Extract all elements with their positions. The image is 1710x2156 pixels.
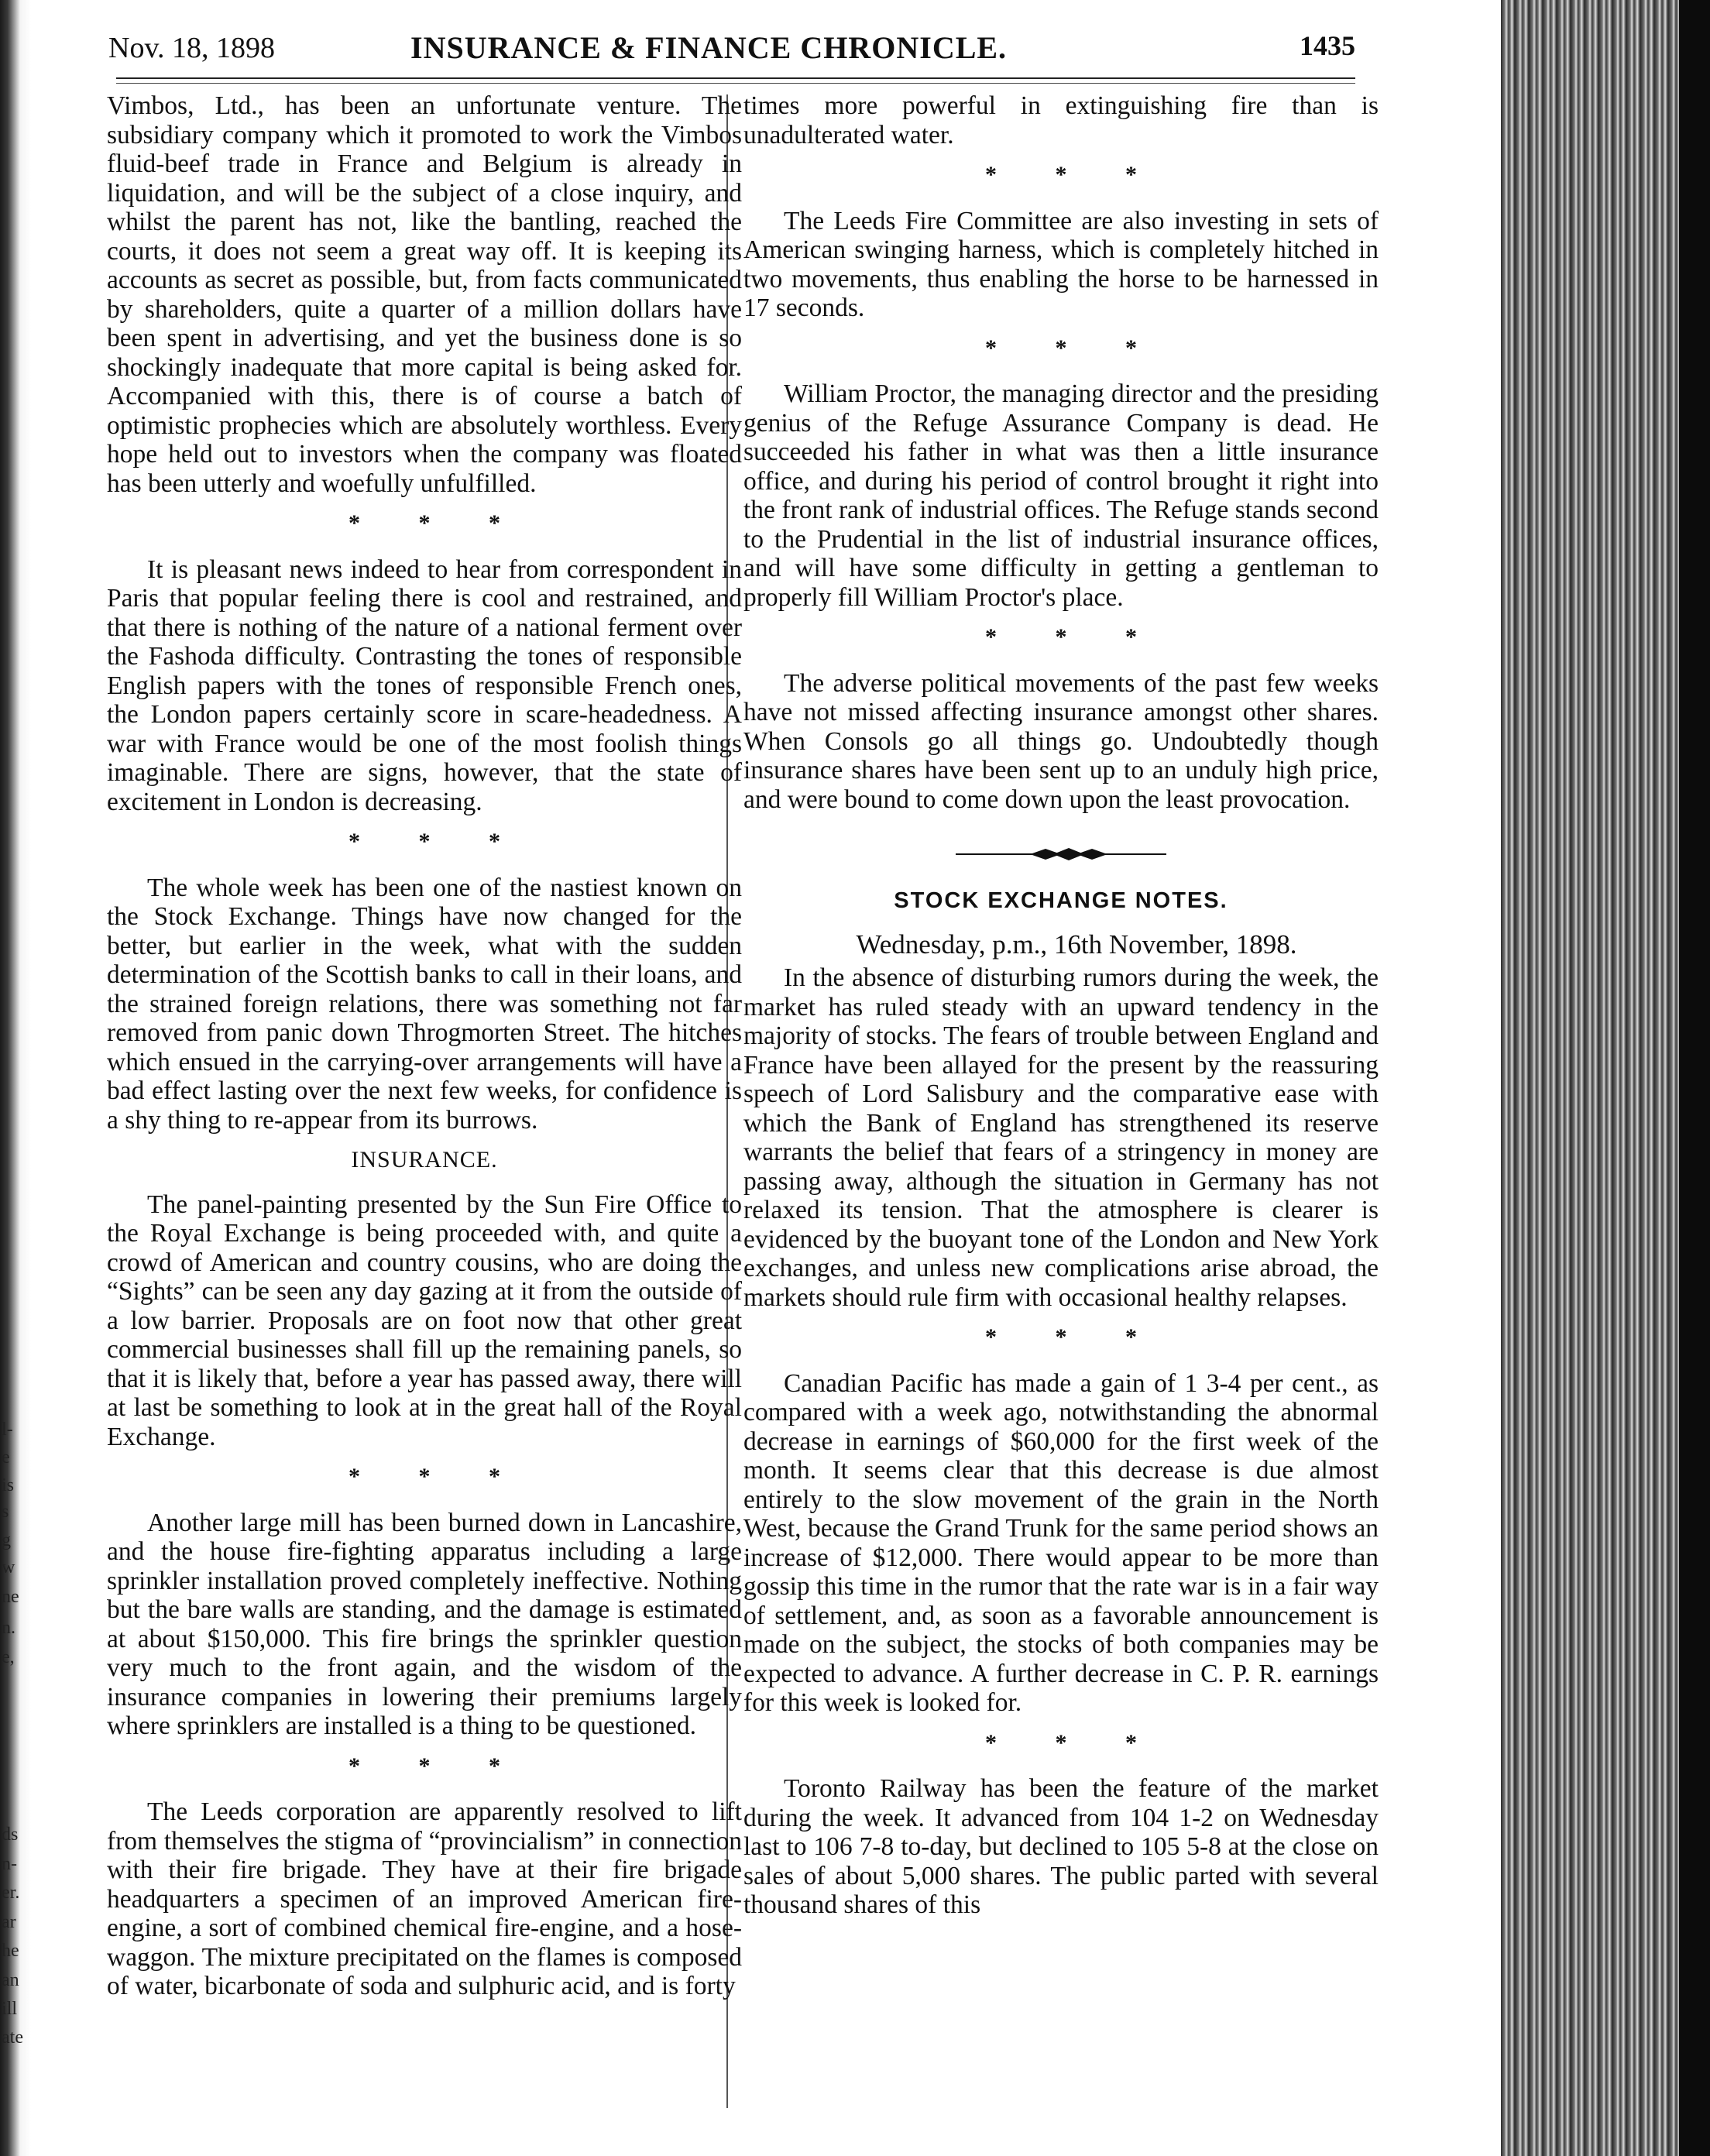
right-column	[743, 91, 1379, 1931]
separator-stars: * * *	[349, 1753, 527, 1779]
article-paragraph: Vimbos, Ltd., has been an unfortunate venture. The subsidiary company which it promoted to work the Vimbos fluid-beef trade in France and Belgium is already in liquidation, and will be the subject of a close inquiry, and whilst the parent has not, like the bantling, reached the courts, it does not seem a great way off. It is keeping its accounts as secret as possible, but, from facts communicated by shareholders, quite a quarter of a million dollars have been spent in advertising, and yet the business done is so shockingly inadequate that more capital is being asked for. Accompanied with this, there is of course a batch of optimistic prophecies which are absolutely worthless. Every hope held out to investors when the company was floated has been utterly and woefully unfulfilled.	[107, 91, 742, 498]
margin-fragment: s	[2, 1502, 9, 1522]
margin-fragment: n.	[2, 1618, 15, 1638]
article-paragraph: Another large mill has been burned down in Lancashire, and the house fire-fighting apparatus including a large sprinkler installation proved completely ineffective. Nothing but the bare walls are standing, and the damage is estimated at about $150,000. This fire brings the sprinkler question very much to the front again, and the wisdom of the insurance companies in lowering their premiums largely where sprinklers are installed is a thing to be questioned.	[107, 1508, 742, 1740]
article-paragraph: In the absence of disturbing rumors during the week, the market has ruled steady with an upward tendency in the majority of stocks. The fears of trouble between England and France have been allayed for the present by the reassuring speech of Lord Salisbury and the comparative ease with which the Bank of England has strengthened its reserve warrants the belief that fears of a stringency in money are passing away, although the situation in Germany has not relaxed its tension. That the atmosphere is clearer is evidenced by the buoyant tone of the London and New York exchanges, and unless new complications arise abroad, the markets should rule firm with occasional healthy relapses.	[743, 963, 1379, 1312]
margin-fragment: ill	[2, 1999, 18, 2019]
header-title: INSURANCE & FINANCE CHRONICLE.	[410, 30, 1008, 65]
book-fore-edge	[1501, 0, 1710, 2156]
separator-stars: * * *	[985, 335, 1163, 361]
margin-fragment: g	[2, 1530, 11, 1550]
margin-fragment: ds	[2, 1825, 19, 1845]
section-heading-stock-exchange: STOCK EXCHANGE NOTES.	[894, 888, 1228, 913]
separator-stars: * * *	[985, 162, 1163, 187]
article-paragraph: Canadian Pacific has made a gain of 1 3-4 per cent., as compared with a week ago, notwithstanding the abnormal decrease in earnings of $60,000 for the first week of the month. It seems clear that this decrease is due almost entirely to the slow movement of the grain in the North West, because the Grand Trunk for the same period shows an increase of $12,000. There would appear to be more than gossip this time in the rumor that the rate war is in a fair way of settlement, and, as soon as a favorable announcement is made on the subject, the stocks of both companies may be expected to advance. A further decrease in C. P. R. earnings for this week is looked for.	[743, 1368, 1379, 1717]
article-paragraph: The whole week has been one of the nastiest known on the Stock Exchange. Things have now changed for the better, but earlier in the week, what with the sudden determination of the Scottish banks to call in their loans, and the strained foreign relations, there was something not far removed from panic down Throgmorten Street. The hitches which ensued in the carrying-over arrangements will have a bad effect lasting over the next few weeks, for confidence is a shy thing to re-appear from its burrows.	[107, 873, 742, 1135]
dateline: Wednesday, p.m., 16th November, 1898.	[856, 929, 1297, 960]
separator-stars: * * *	[349, 510, 527, 536]
article-paragraph: The adverse political movements of the past few weeks have not missed affecting insurance amongst other shares. When Consols go all things go. Undoubtedly though insurance shares have been sent up to an unduly high price, and were bound to come down upon the least provocation.	[743, 668, 1379, 814]
facing-page-fragments	[0, 0, 31, 2156]
margin-fragment: n-	[2, 1854, 17, 1874]
left-column	[107, 91, 742, 2012]
ornament-diamond-right	[1076, 849, 1107, 860]
separator-stars: * * *	[349, 829, 527, 854]
article-paragraph: Toronto Railway has been the feature of the market during the week. It advanced from 104 1-2 on Wednesday last to 106 7-8 to-day, but declined to 105 5-8 at the close on sales of about 5,000 shares. The public parted with several thousand shares of this	[743, 1774, 1379, 1919]
separator-stars: * * *	[985, 1729, 1163, 1756]
margin-fragment: w	[2, 1557, 15, 1578]
article-paragraph: It is pleasant news indeed to hear from correspondent in Paris that popular feeling there is cool and restrained, and that there is nothing of the nature of a national ferment over the Fashoda difficulty. Contrasting the tones of responsible English papers with the tones of responsible French ones, the London papers certainly score in scare-headedness. A war with France would be one of the most foolish things imaginable. There are signs, however, that the state of excitement in London is decreasing.	[107, 554, 742, 816]
article-paragraph: times more powerful in extinguishing fire than is unadulterated water.	[743, 91, 1379, 149]
article-paragraph: The Leeds corporation are apparently resolved to lift from themselves the stigma of “provincialism” in connection with their fire brigade. They have at their fire brigade headquarters a specimen of an improved American fire-engine, a sort of combined chemical fire-engine, and a hose-waggon. The mixture precipitated on the flames is composed of water, bicarbonate of soda and sulphuric acid, and is forty	[107, 1797, 742, 2000]
separator-stars: * * *	[349, 1464, 527, 1489]
margin-fragment: ate	[2, 2027, 23, 2048]
margin-fragment: er.	[2, 1883, 20, 1903]
margin-fragment: an	[2, 1970, 19, 1990]
article-paragraph: The panel-painting presented by the Sun Fire Office to the Royal Exchange is being proceeded with, and quite a crowd of American and country cousins, who are doing the “Sights” can be seen any day gazing at it from the outside of a low barrier. Proposals are on foot now that other great commercial businesses shall fill up the remaining panels, so that it is likely that, before a year has passed away, there will at last be something to look at in the great hall of the Royal Exchange.	[107, 1190, 742, 1451]
margin-fragment: ar	[2, 1912, 16, 1932]
margin-fragment: ne	[2, 1587, 19, 1607]
margin-fragment: l-	[2, 1420, 13, 1440]
article-paragraph: William Proctor, the managing director and the presiding genius of the Refuge Assurance Company is dead. He succeeded his father in what was then a little insurance office, and during his period of control brought it right into the front rank of industrial offices. The Refuge stands second to the Prudential in the list of industrial insurance offices, and will have some difficulty in getting a gentleman to properly fill William Proctor's place.	[743, 379, 1379, 612]
section-heading-insurance: INSURANCE.	[351, 1147, 498, 1172]
article-paragraph: The Leeds Fire Committee are also investing in sets of American swinging harness, which is completely hitched in two movements, thus enabling the horse to be harnessed in 17 seconds.	[743, 206, 1379, 322]
margin-fragment: he	[2, 1941, 19, 1961]
separator-stars: * * *	[985, 624, 1163, 650]
header-rule	[116, 77, 1355, 84]
header-date: Nov. 18, 1898	[108, 32, 275, 64]
separator-stars: * * *	[985, 1324, 1163, 1350]
margin-fragment: e,	[2, 1647, 15, 1667]
margin-fragment: e	[2, 1447, 10, 1468]
ornamental-rule	[953, 845, 1169, 863]
page-number: 1435	[1300, 30, 1355, 61]
page-header	[108, 29, 1355, 76]
margin-fragment: is	[2, 1475, 15, 1495]
